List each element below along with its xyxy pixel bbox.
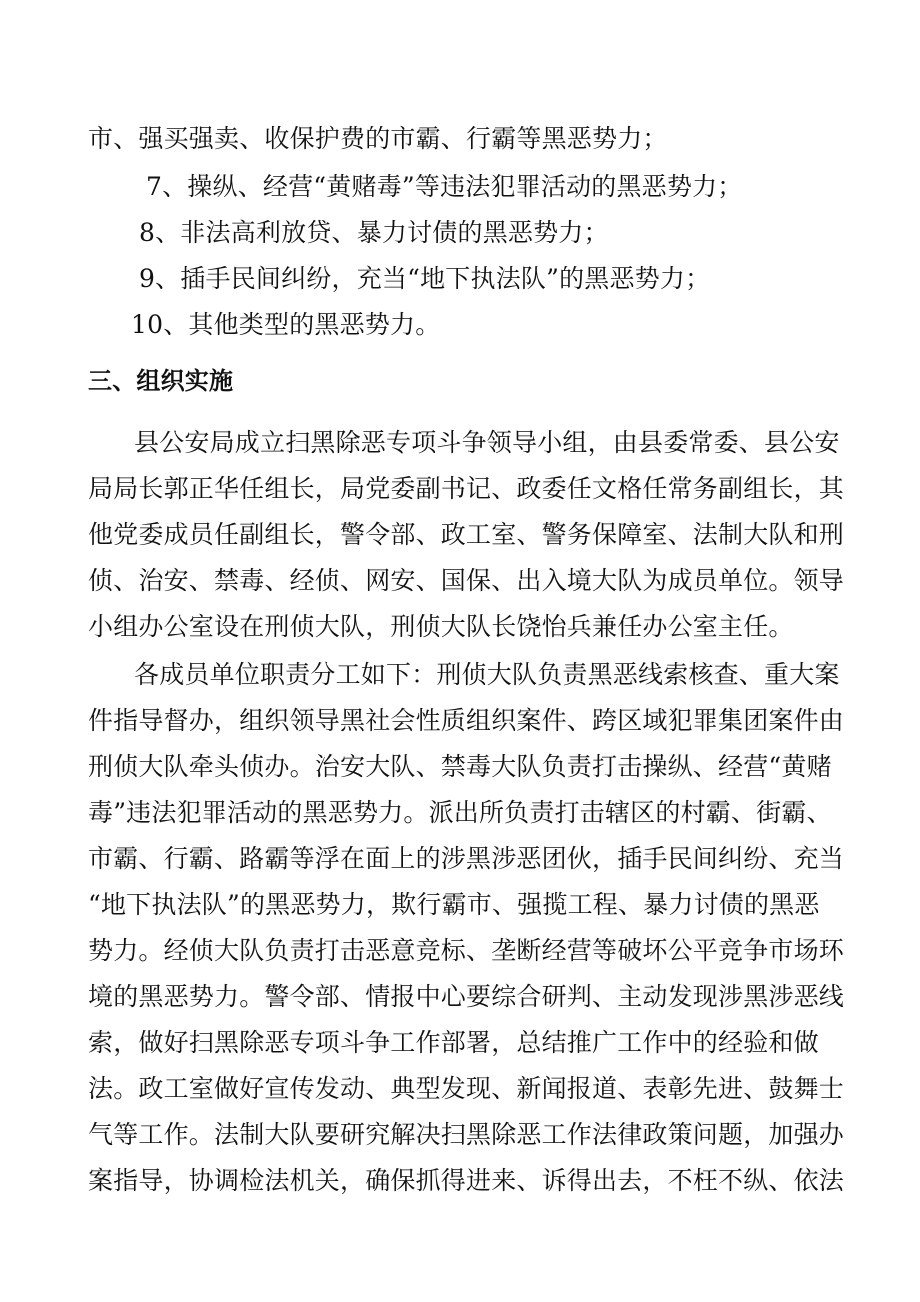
paragraph-line: 势力。经侦大队负责打击恶意竞标、垄断经营等破坏公平竞争市场环 (88, 936, 845, 965)
paragraph-line: “地下执法队”的黑恶势力，欺行霸市、强揽工程、暴力讨债的黑恶 (88, 890, 820, 919)
text-line: 市、强买强卖、收保护费的市霸、行霸等黑恶势力； (88, 124, 668, 153)
paragraph-line: 刑侦大队牵头侦办。治安大队、禁毒大队负责打击操纵、经营“黄赌 (88, 752, 832, 781)
list-item-7: 7、操纵、经营“黄赌毒”等违法犯罪活动的黑恶势力； (146, 172, 743, 201)
list-item-9: 9、插手民间纠纷，充当“地下执法队”的黑恶势力； (139, 264, 711, 293)
paragraph-line: 各成员单位职责分工如下：刑侦大队负责黑恶线索核查、重大案 (134, 660, 840, 689)
paragraph-line: 毒”违法犯罪活动的黑恶势力。派出所负责打击辖区的村霸、街霸、 (88, 798, 832, 827)
paragraph-line: 境的黑恶势力。警令部、情报中心要综合研判、主动发现涉黑涉恶线 (88, 982, 845, 1011)
paragraph-line: 局局长郭正华任组长，局党委副书记、政委任文格任常务副组长，其 (88, 474, 845, 503)
paragraph-line: 索，做好扫黑除恶专项斗争工作部署，总结推广工作中的经验和做 (88, 1028, 819, 1057)
paragraph-line: 气等工作。法制大队要研究解决扫黑除恶工作法律政策问题，加强办 (88, 1120, 845, 1149)
paragraph-line: 县公安局成立扫黑除恶专项斗争领导小组，由县委常委、县公安 (134, 428, 840, 457)
paragraph-line: 案指导，协调检法机关，确保抓得进来、诉得出去，不枉不纵、依法 (88, 1166, 845, 1195)
paragraph-line: 法。政工室做好宣传发动、典型发现、新闻报道、表彰先进、鼓舞士 (88, 1074, 845, 1103)
paragraph-line: 小组办公室设在刑侦大队，刑侦大队长饶怡兵兼任办公室主任。 (88, 612, 794, 641)
paragraph-line: 市霸、行霸、路霸等浮在面上的涉黑涉恶团伙，插手民间纠纷、充当 (88, 844, 845, 873)
list-item-8: 8、非法高利放贷、暴力讨债的黑恶势力； (139, 218, 609, 247)
section-heading: 三、组织实施 (88, 367, 234, 395)
paragraph-line: 件指导督办，组织领导黑社会性质组织案件、跨区域犯罪集团案件由 (88, 706, 845, 735)
list-item-10: 10、其他类型的黑恶势力。 (131, 310, 441, 339)
paragraph-line: 他党委成员任副组长，警令部、政工室、警务保障室、法制大队和刑 (88, 520, 845, 549)
paragraph-line: 侦、治安、禁毒、经侦、网安、国保、出入境大队为成员单位。领导 (88, 566, 845, 595)
